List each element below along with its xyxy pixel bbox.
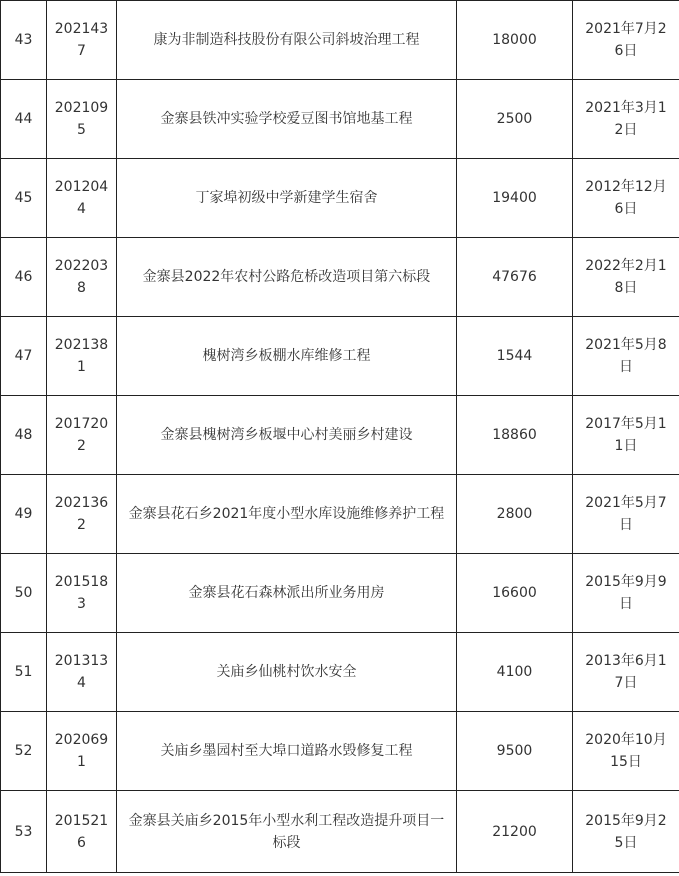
project-code: 2021095 <box>47 80 117 159</box>
row-index: 52 <box>1 712 47 791</box>
row-index: 46 <box>1 238 47 317</box>
project-date: 2015年9月25日 <box>573 791 679 873</box>
project-date: 2012年12月6日 <box>573 159 679 238</box>
project-code: 2013134 <box>47 633 117 712</box>
project-code: 2015216 <box>47 791 117 873</box>
project-code: 2021381 <box>47 317 117 396</box>
table-row <box>1 554 679 633</box>
table-row <box>1 159 679 238</box>
project-code: 2017202 <box>47 396 117 475</box>
table-row <box>1 633 679 712</box>
project-date: 2021年5月7日 <box>573 475 679 554</box>
project-date: 2017年5月11日 <box>573 396 679 475</box>
project-date: 2021年5月8日 <box>573 317 679 396</box>
project-date: 2021年3月12日 <box>573 80 679 159</box>
project-amount: 18860 <box>457 396 573 475</box>
project-amount: 19400 <box>457 159 573 238</box>
project-name: 金寨县花石乡2021年度小型水库设施维修养护工程 <box>117 475 457 554</box>
project-amount: 4100 <box>457 633 573 712</box>
row-index: 51 <box>1 633 47 712</box>
row-index: 53 <box>1 791 47 873</box>
project-code: 2015183 <box>47 554 117 633</box>
project-name: 金寨县2022年农村公路危桥改造项目第六标段 <box>117 238 457 317</box>
project-code: 2021437 <box>47 1 117 80</box>
table-row <box>1 80 679 159</box>
table-row <box>1 238 679 317</box>
table-row <box>1 1 679 80</box>
row-index: 48 <box>1 396 47 475</box>
row-index: 47 <box>1 317 47 396</box>
table-row <box>1 791 679 873</box>
project-code: 2012044 <box>47 159 117 238</box>
project-name: 关庙乡仙桃村饮水安全 <box>117 633 457 712</box>
project-code: 2020691 <box>47 712 117 791</box>
row-index: 43 <box>1 1 47 80</box>
row-index: 45 <box>1 159 47 238</box>
table-row <box>1 317 679 396</box>
project-name: 金寨县花石森林派出所业务用房 <box>117 554 457 633</box>
project-date: 2022年2月18日 <box>573 238 679 317</box>
project-amount: 1544 <box>457 317 573 396</box>
project-amount: 47676 <box>457 238 573 317</box>
project-date: 2021年7月26日 <box>573 1 679 80</box>
project-name: 金寨县铁冲实验学校爱豆图书馆地基工程 <box>117 80 457 159</box>
project-date: 2013年6月17日 <box>573 633 679 712</box>
project-name: 康为非制造科技股份有限公司斜坡治理工程 <box>117 1 457 80</box>
row-index: 44 <box>1 80 47 159</box>
project-amount: 9500 <box>457 712 573 791</box>
project-date: 2020年10月15日 <box>573 712 679 791</box>
project-date: 2015年9月9日 <box>573 554 679 633</box>
project-code: 2021362 <box>47 475 117 554</box>
table-row <box>1 712 679 791</box>
project-table-body <box>1 1 679 873</box>
project-name: 关庙乡墨园村至大埠口道路水毁修复工程 <box>117 712 457 791</box>
project-code: 2022038 <box>47 238 117 317</box>
project-amount: 2800 <box>457 475 573 554</box>
table-row <box>1 396 679 475</box>
row-index: 49 <box>1 475 47 554</box>
project-amount: 2500 <box>457 80 573 159</box>
project-amount: 16600 <box>457 554 573 633</box>
row-index: 50 <box>1 554 47 633</box>
project-amount: 18000 <box>457 1 573 80</box>
project-name: 丁家埠初级中学新建学生宿舍 <box>117 159 457 238</box>
table-row <box>1 475 679 554</box>
project-name: 槐树湾乡板棚水库维修工程 <box>117 317 457 396</box>
project-name: 金寨县槐树湾乡板堰中心村美丽乡村建设 <box>117 396 457 475</box>
project-amount: 21200 <box>457 791 573 873</box>
project-name: 金寨县关庙乡2015年小型水利工程改造提升项目一标段 <box>117 791 457 873</box>
